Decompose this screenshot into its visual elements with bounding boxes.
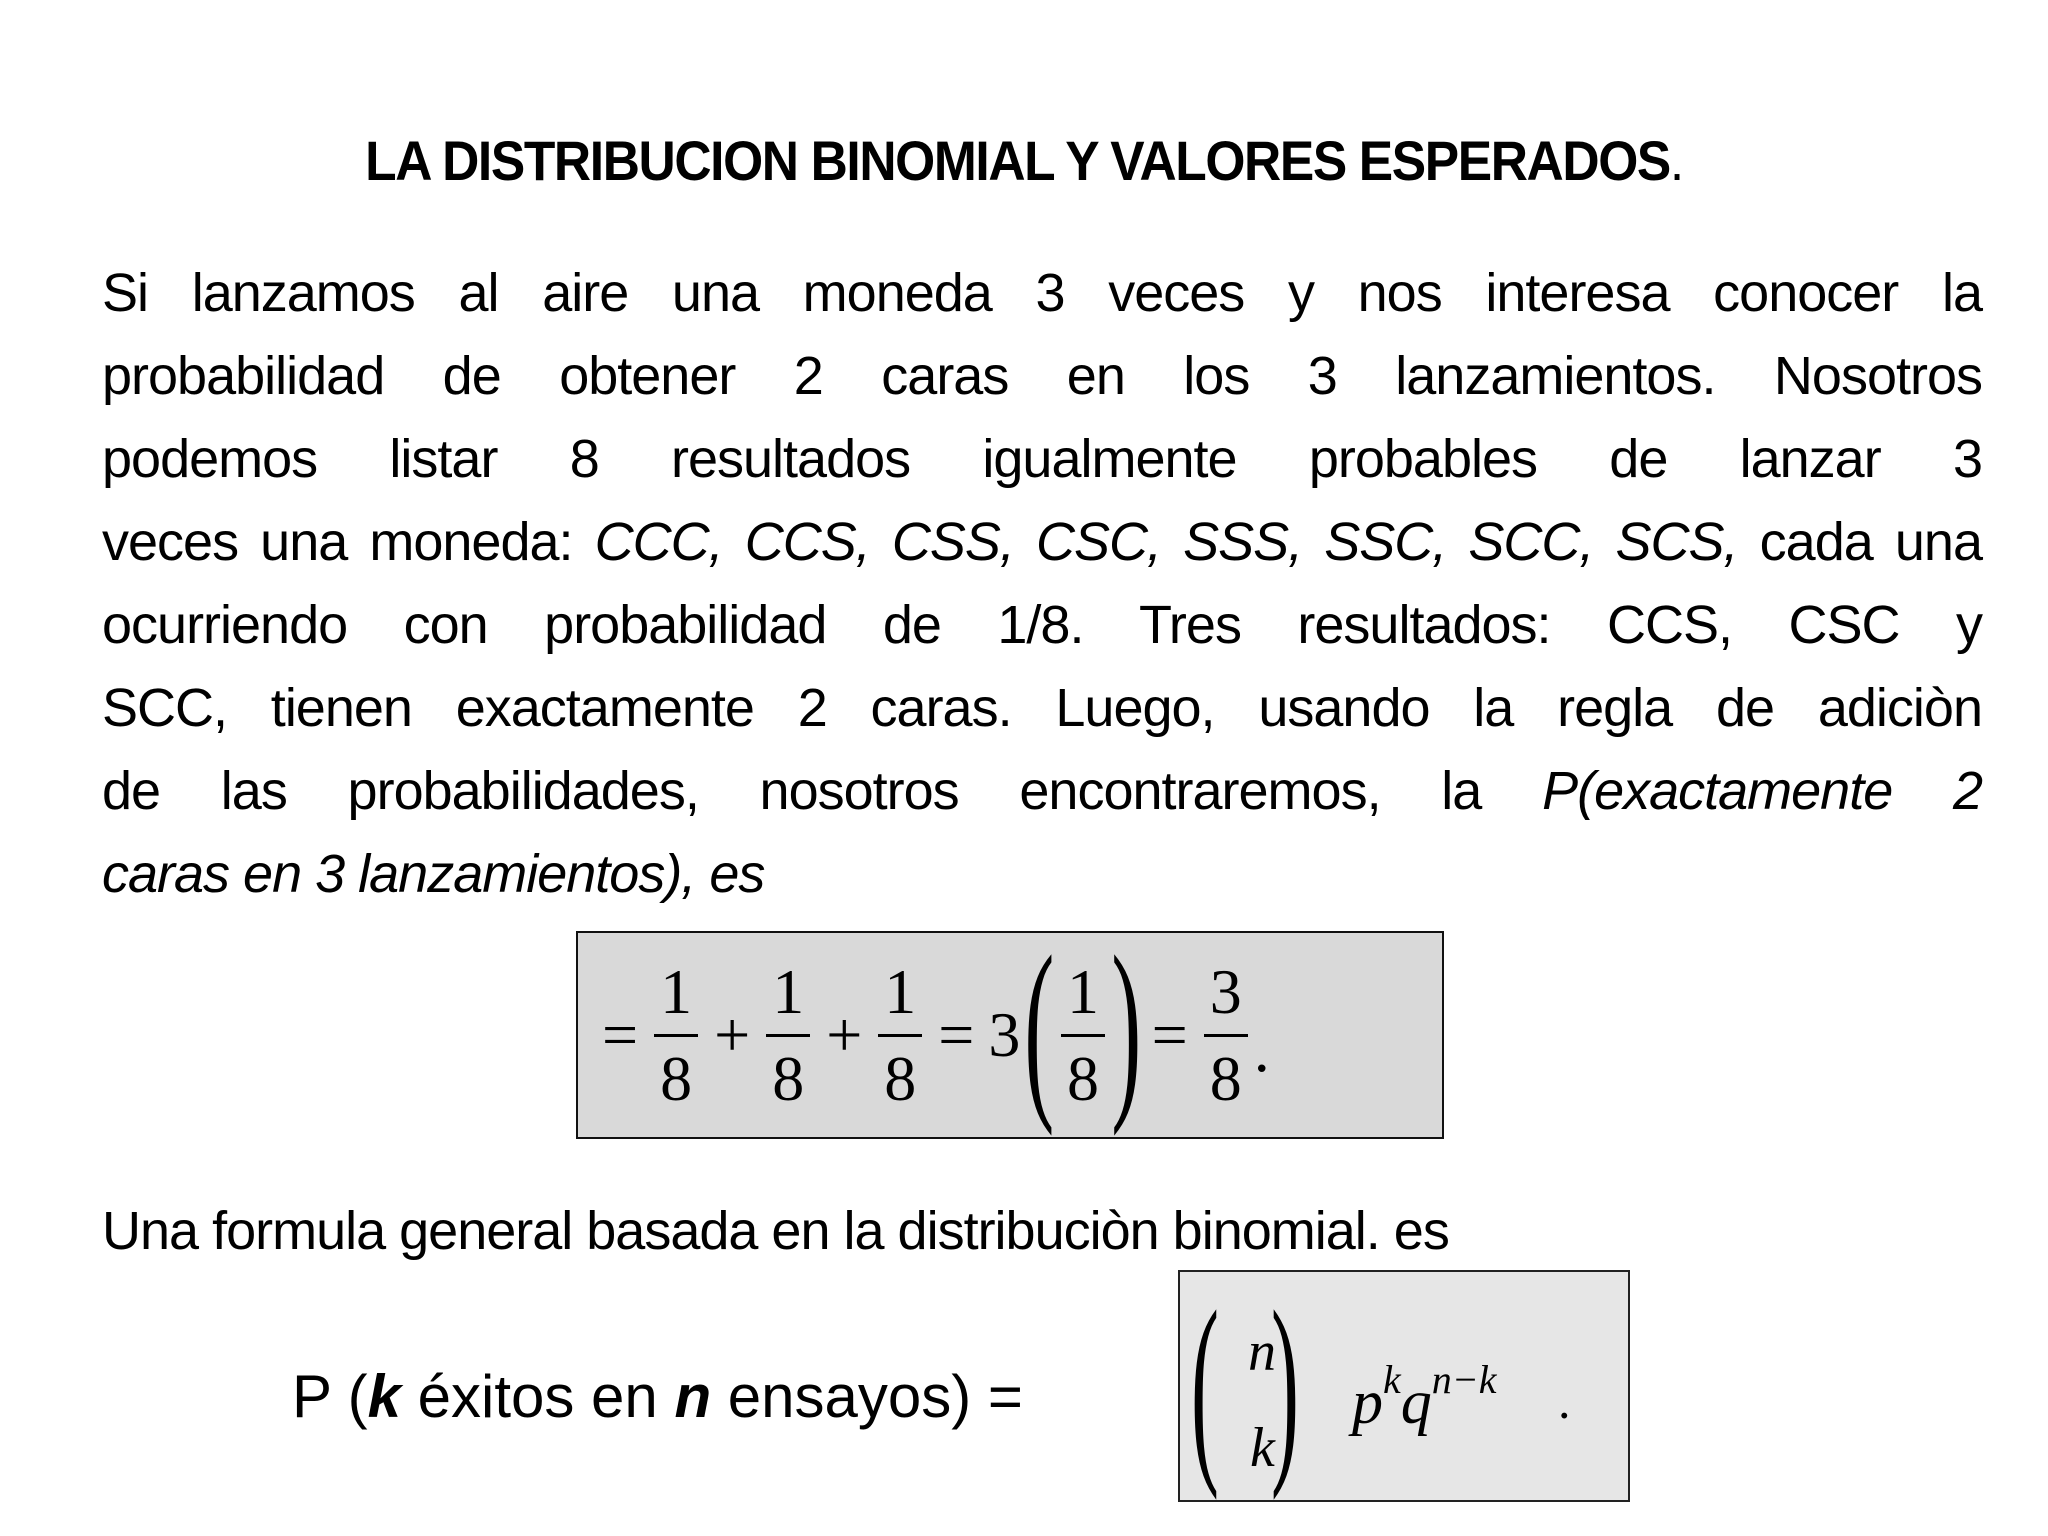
label-text: ensayos) = [711, 1363, 1023, 1430]
label-text: éxitos en [400, 1363, 675, 1430]
denominator: 8 [1209, 1042, 1242, 1114]
q-exponent: n−k [1431, 1357, 1497, 1402]
left-paren: ( [1190, 1269, 1219, 1501]
paragraph-line [102, 667, 1982, 750]
fraction-bar [878, 1034, 922, 1037]
variable-n: n [674, 1363, 712, 1430]
p-exponent: k [1383, 1357, 1401, 1402]
fraction-bar [1204, 1034, 1248, 1037]
denominator: 8 [1066, 1042, 1099, 1114]
outcomes-list: CCC, CCS, CSS, CSC, SSS, SSC, SCC, SCS, [594, 512, 1738, 572]
coefficient: 3 [988, 999, 1021, 1070]
line-text: SCC, tienen exactamente 2 caras. Luego, usando la regla de adiciòn [102, 678, 1982, 738]
fraction [766, 955, 810, 1114]
left-paren: ( [1024, 916, 1055, 1137]
page-title [82, 126, 1966, 196]
period: . [1558, 1373, 1571, 1429]
fraction-bar [766, 1034, 810, 1037]
line-text: podemos listar 8 resultados igualmente probables de lanzar 3 [102, 429, 1982, 489]
right-paren: ) [1270, 1269, 1299, 1501]
sum-equation-box [576, 916, 1444, 1139]
numerator: 1 [884, 955, 917, 1027]
paragraph-line [102, 252, 1982, 335]
line-text: Si lanzamos al aire una moneda 3 veces y nos interesa conocer la [102, 263, 1982, 323]
paragraph-line [102, 418, 1982, 501]
plus-sign: + [714, 999, 751, 1070]
q-base: q [1400, 1368, 1432, 1437]
power-terms [1352, 1357, 1497, 1439]
paragraph-line [102, 584, 1982, 667]
paragraph-line [102, 335, 1982, 418]
binomial-coefficient [1190, 1269, 1330, 1501]
fraction-bar [1061, 1034, 1105, 1037]
fraction [1061, 955, 1105, 1114]
fraction [878, 955, 922, 1114]
numerator: 1 [1066, 955, 1099, 1027]
paragraph-line [102, 833, 1982, 916]
binom-bottom: k [1250, 1417, 1275, 1479]
equals-sign: = [1151, 999, 1188, 1070]
paragraph-line [102, 750, 1982, 833]
denominator: 8 [884, 1042, 917, 1114]
numerator: 3 [1209, 955, 1242, 1027]
numerator: 1 [772, 955, 805, 1027]
variable-k: k [367, 1363, 401, 1430]
line-text: probabilidad de obtener 2 caras en los 3 lanzamientos. Nosotros [102, 346, 1982, 406]
numerator: 1 [660, 955, 693, 1027]
binomial-formula-label [292, 1362, 1023, 1432]
probability-expression: caras en 3 lanzamientos), es [102, 844, 765, 904]
denominator: 8 [660, 1042, 693, 1114]
equals-sign: = [602, 999, 639, 1070]
title-period: . [1669, 129, 1683, 192]
p-base: p [1352, 1368, 1383, 1437]
plus-sign: + [826, 999, 863, 1070]
period: . [1253, 1014, 1270, 1085]
line-text: ocurriendo con probabilidad de 1/8. Tres resultados: CCS, CSC y [102, 595, 1982, 655]
probability-expression: P(exactamente 2 [1542, 761, 1983, 821]
denominator: 8 [772, 1042, 805, 1114]
fraction [654, 955, 698, 1114]
line-text: de las probabilidades, nosotros encontraremos, la [102, 761, 1543, 821]
equals-sign: = [938, 999, 975, 1070]
binom-top: n [1248, 1321, 1276, 1383]
paragraph-line [102, 501, 1982, 584]
label-text: P ( [292, 1363, 368, 1430]
fraction-bar [654, 1034, 698, 1037]
binomial-formula-box [1178, 1270, 1630, 1502]
title-text: LA DISTRIBUCION BINOMIAL Y VALORES ESPERADOS [365, 129, 1670, 192]
right-paren: ) [1111, 916, 1142, 1137]
fraction [1204, 955, 1248, 1114]
intro-paragraph [102, 252, 1982, 916]
line-text: veces una moneda: [102, 512, 595, 572]
general-formula-intro: Una formula general basada en la distribuciòn binomial. es [102, 1201, 1449, 1261]
line-text: cada una [1737, 512, 1982, 572]
